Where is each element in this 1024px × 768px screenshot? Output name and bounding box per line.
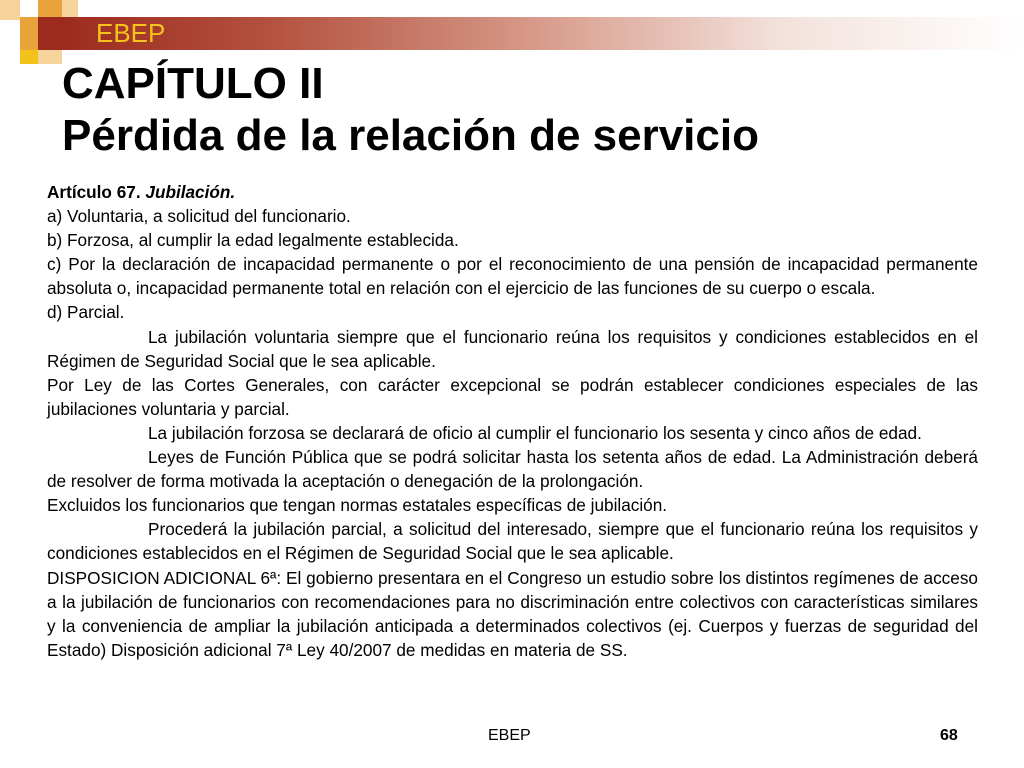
decor-square <box>38 0 62 17</box>
slide-title <box>62 58 759 162</box>
decor-square <box>20 50 38 64</box>
decor-square <box>20 17 38 50</box>
page-number: 68 <box>940 727 958 744</box>
paragraph: La jubilación forzosa se declarará de oficio al cumplir el funcionario los sesenta y cinco años de edad. <box>148 422 922 443</box>
slide-body <box>47 180 978 662</box>
decor-square <box>38 50 62 64</box>
header-label: EBEP <box>96 18 166 48</box>
paragraph: Procederá la jubilación parcial, a solicitud del interesado, siempre que el funcionario reúna los requisitos y condiciones establecidos en el Régimen de Seguridad Social que le sea aplicable. <box>47 519 978 564</box>
decor-square <box>0 0 20 20</box>
list-item: b) Forzosa, al cumplir la edad legalmente establecida. <box>47 230 459 251</box>
list-item: c) Por la declaración de incapacidad permanente o por el reconocimiento de una pensión de incapacidad permanente absoluta o, incapacidad permanente total en relación con el ejercicio de las funciones de su cuerpo o escala. <box>47 254 978 299</box>
article-heading-prefix: Artículo 67. <box>47 182 141 202</box>
footer-label: EBEP <box>488 727 531 744</box>
list-item: d) Parcial. <box>47 302 125 323</box>
list-item: a) Voluntaria, a solicitud del funcionario. <box>47 206 351 227</box>
decor-square <box>62 0 78 17</box>
article-heading-topic: Jubilación. <box>145 182 236 202</box>
header-band <box>62 17 1024 50</box>
paragraph: Leyes de Función Pública que se podrá solicitar hasta los setenta años de edad. La Administración deberá de resolver de forma motivada la aceptación o denegación de la prolongación. <box>47 447 978 492</box>
paragraph: Excluidos los funcionarios que tengan normas estatales específicas de jubilación. <box>47 495 668 516</box>
decor-square <box>38 17 62 50</box>
title-chapter: CAPÍTULO II <box>62 59 324 108</box>
paragraph: Por Ley de las Cortes Generales, con carácter excepcional se podrán establecer condiciones especiales de las jubilaciones voluntaria y parcial. <box>47 374 978 419</box>
article-heading <box>47 180 978 204</box>
paragraph: DISPOSICION ADICIONAL 6ª: El gobierno presentara en el Congreso un estudio sobre los distintos regímenes de acceso a la jubilación de funcionarios con recomendaciones para no discriminación entre colectivos con características similares y la conveniencia de ampliar la jubilación anticipada a determinados colectivos (ej. Cuerpos y fuerzas de seguridad del Estado) Disposición adicional 7ª Ley 40/2007 de medidas en materia de SS. <box>47 567 978 660</box>
paragraph: La jubilación voluntaria siempre que el funcionario reúna los requisitos y condiciones establecidos en el Régimen de Seguridad Social que le sea aplicable. <box>47 326 978 371</box>
title-subtitle: Pérdida de la relación de servicio <box>62 111 759 160</box>
